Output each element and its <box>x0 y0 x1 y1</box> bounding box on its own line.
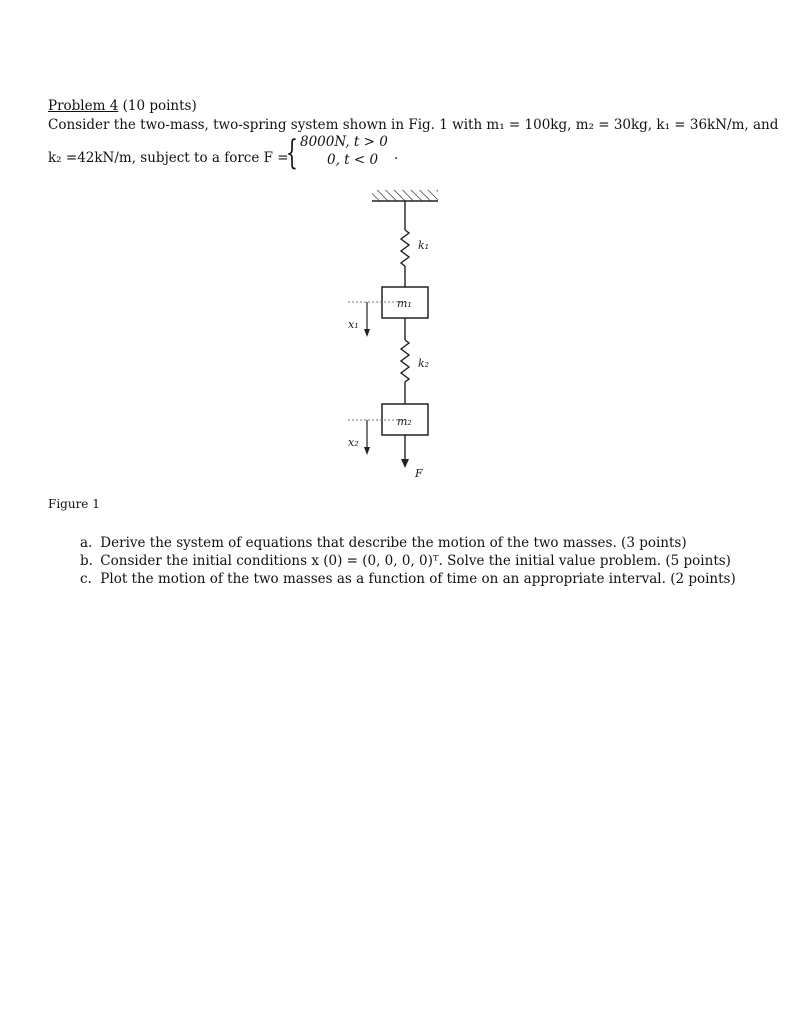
force-case-positive: 8000N, t > 0 <box>300 134 388 150</box>
task-item-b <box>80 552 736 570</box>
force-case-negative: 0, t < 0 <box>327 152 379 168</box>
task-text: Derive the system of equations that describe the motion of the two masses. (3 points) <box>100 535 687 551</box>
problem-points: (10 points) <box>118 98 197 114</box>
brace-symbol: { <box>286 133 298 173</box>
force-arrow <box>401 435 409 468</box>
task-item-a <box>80 534 736 552</box>
task-marker: a. <box>80 535 93 551</box>
problem-statement-line-2: k₂ =42kN/m, subject to a force F = <box>48 150 289 166</box>
task-list <box>80 534 736 588</box>
problem-title: Problem 4 <box>48 98 119 114</box>
label-m1: m₁ <box>397 297 412 310</box>
label-k2: k₂ <box>418 357 430 370</box>
label-x1: x₁ <box>348 318 359 331</box>
label-k1: k₁ <box>418 239 430 252</box>
label-force: F <box>415 467 423 480</box>
force-case-period: . <box>394 147 399 163</box>
ceiling-support <box>372 190 438 201</box>
task-marker: c. <box>80 571 92 587</box>
problem-statement-line-1: Consider the two-mass, two-spring system shown in Fig. 1 with m₁ = 100kg, m₂ = 30kg, k₁ = 36kN/m, and <box>48 117 779 133</box>
spring-k2 <box>401 318 409 404</box>
task-marker: b. <box>80 553 93 569</box>
label-x2: x₂ <box>348 436 359 449</box>
figure-caption: Figure 1 <box>48 497 100 511</box>
label-m2: m₂ <box>397 415 412 428</box>
spring-k1 <box>401 201 409 287</box>
task-item-c <box>80 570 736 588</box>
task-text: Plot the motion of the two masses as a function of time on an appropriate interval. (2 points) <box>100 571 736 587</box>
task-text: Consider the initial conditions x (0) = (0, 0, 0, 0)ᵀ. Solve the initial value problem. (5 points) <box>100 553 731 569</box>
